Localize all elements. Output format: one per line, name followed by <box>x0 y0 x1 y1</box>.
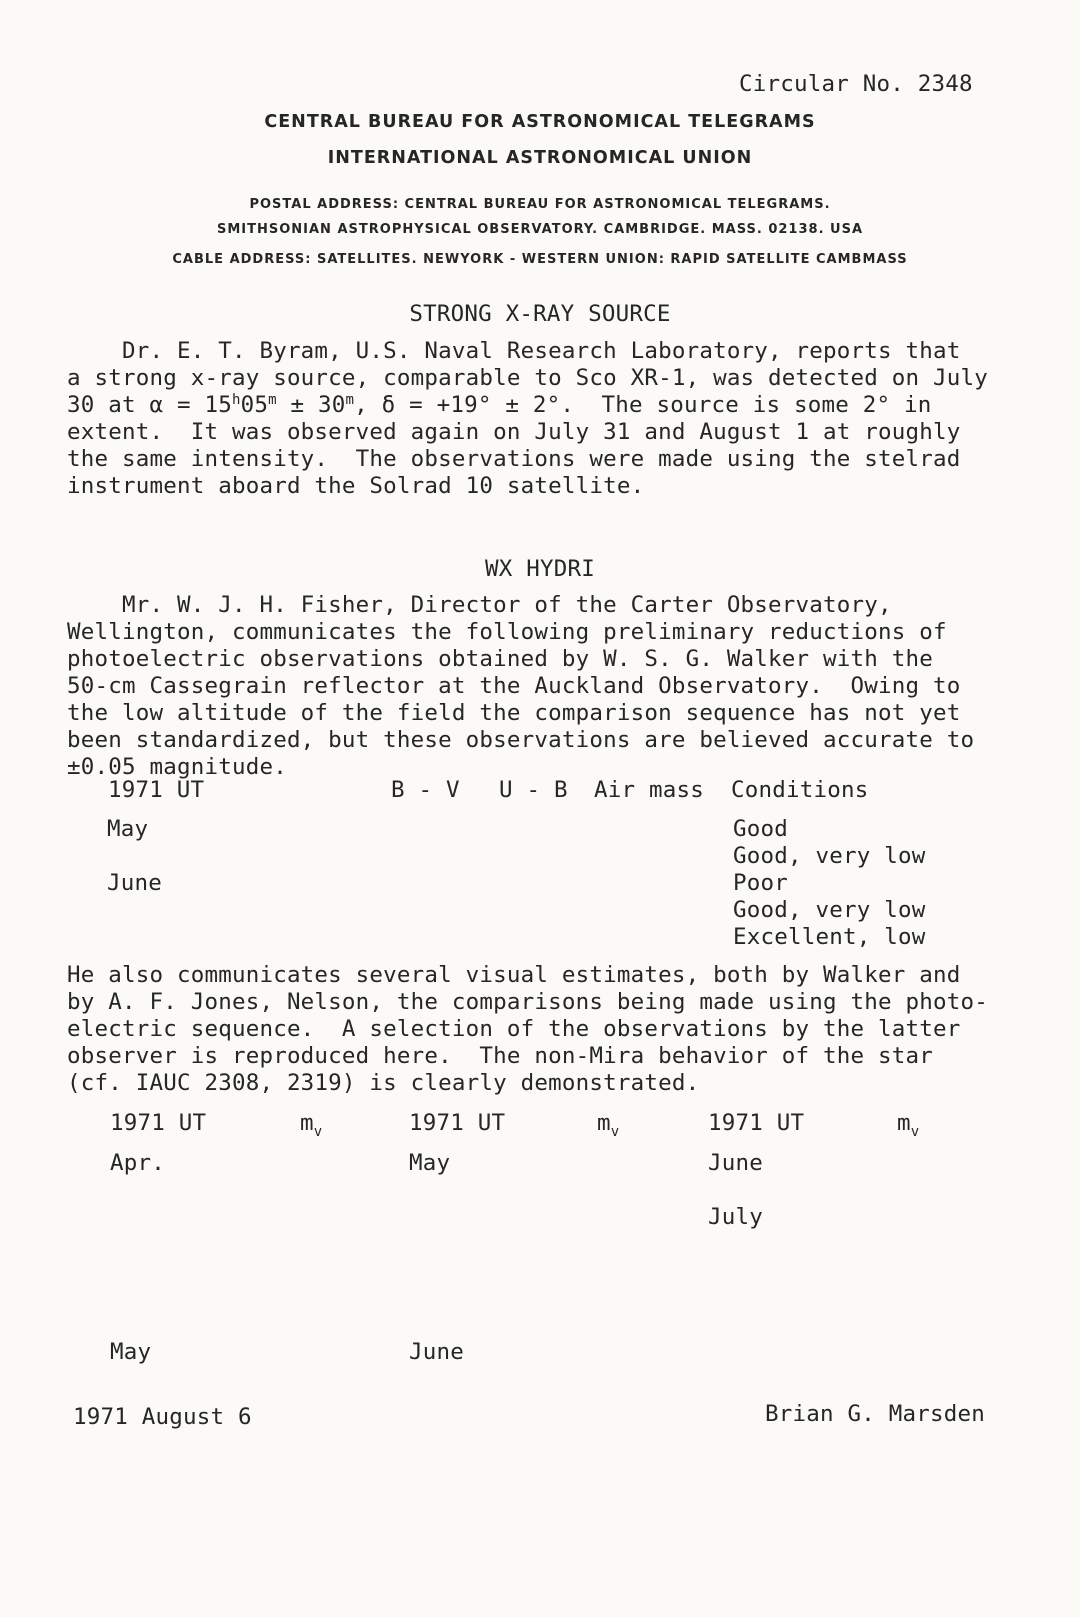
column-header: $m_v$ <box>300 1110 323 1140</box>
conditions: Good, very low <box>733 843 926 869</box>
text-line: 30 at $\alpha = 15^h05^m \pm 30^m$, δ = +19° ± 2°. The source is some 2° in <box>67 392 932 418</box>
text-line: observer is reproduced here. The non-Mira behavior of the star <box>67 1043 934 1069</box>
subscript: v <box>610 1124 620 1140</box>
text-line: been standardized, but these observations are believed accurate to <box>67 727 975 753</box>
text-line: instrument aboard the Solrad 10 satellite. <box>67 473 645 499</box>
column-header: $m_v$ <box>597 1110 620 1140</box>
conditions: Good <box>733 816 788 842</box>
section-title-wx-hydri: WX HYDRI <box>485 556 595 582</box>
column-header: 1971 UT <box>409 1110 506 1136</box>
column-header: 1971 UT <box>708 1110 805 1136</box>
month-label: June <box>708 1150 763 1176</box>
month-label: Apr. <box>110 1150 165 1176</box>
text-line: Mr. W. J. H. Fisher, Director of the Carter Observatory, <box>67 592 892 618</box>
text-line: He also communicates several visual estimates, both by Walker and <box>67 962 961 988</box>
subscript: v <box>313 1124 323 1140</box>
postal-address-line2: SMITHSONIAN ASTROPHYSICAL OBSERVATORY. CAMBRIDGE. MASS. 02138. USA <box>216 222 864 237</box>
text-line: (cf. IAUC 2308, 2319) is clearly demonstrated. <box>67 1070 700 1096</box>
text-line: the low altitude of the field the comparison sequence has not yet <box>67 700 961 726</box>
text-line: Wellington, communicates the following preliminary reductions of <box>67 619 947 645</box>
union-title: INTERNATIONAL ASTRONOMICAL UNION <box>327 148 753 168</box>
month-label: July <box>708 1204 763 1230</box>
text-line: Dr. E. T. Byram, U.S. Naval Research Laboratory, reports that <box>67 338 961 364</box>
circular-number: Circular No. 2348 <box>739 71 973 97</box>
month-label: May <box>110 1339 152 1365</box>
text-line: 50-cm Cassegrain reflector at the Auckland Observatory. Owing to <box>67 673 961 699</box>
cable-address: CABLE ADDRESS: SATELLITES. NEWYORK - WESTERN UNION: RAPID SATELLITE CAMBMASS <box>172 252 908 267</box>
conditions: Excellent, low <box>733 924 926 950</box>
column-header: Air mass <box>594 777 704 803</box>
xray-paragraph <box>67 338 1027 500</box>
postal-address-line1: POSTAL ADDRESS: CENTRAL BUREAU FOR ASTRONOMICAL TELEGRAMS. <box>249 197 831 212</box>
section-title-xray: STRONG X-RAY SOURCE <box>409 301 671 327</box>
text-line: by A. F. Jones, Nelson, the comparisons being made using the photo- <box>67 989 988 1015</box>
bureau-title: CENTRAL BUREAU FOR ASTRONOMICAL TELEGRAMS <box>264 112 816 132</box>
month-label: May <box>107 816 149 842</box>
month-label: June <box>409 1339 464 1365</box>
issue-date: 1971 August 6 <box>73 1404 252 1430</box>
column-header: Conditions <box>731 777 869 803</box>
subscript: v <box>910 1124 920 1140</box>
month-label: May <box>409 1150 451 1176</box>
text-line: the same intensity. The observations were made using the stelrad <box>67 446 961 472</box>
conditions: Good, very low <box>733 897 926 923</box>
visual-estimates-paragraph <box>67 962 1027 1097</box>
column-header: B - V <box>391 777 460 803</box>
column-header: 1971 UT <box>110 1110 207 1136</box>
text-line: electric sequence. A selection of the observations by the latter <box>67 1016 961 1042</box>
signature: Brian G. Marsden <box>765 1401 985 1427</box>
column-header: 1971 UT <box>108 777 205 803</box>
text-line: photoelectric observations obtained by W. S. G. Walker with the <box>67 646 934 672</box>
text-line: a strong x-ray source, comparable to Sco XR-1, was detected on July <box>67 365 988 391</box>
column-header: $m_v$ <box>897 1110 920 1140</box>
text-line: extent. It was observed again on July 31 and August 1 at roughly <box>67 419 961 445</box>
conditions: Poor <box>733 870 788 896</box>
month-label: June <box>107 870 162 896</box>
text-line: ±0.05 magnitude. <box>67 754 287 780</box>
wx-hydri-paragraph <box>67 592 1027 781</box>
column-header: U - B <box>499 777 568 803</box>
